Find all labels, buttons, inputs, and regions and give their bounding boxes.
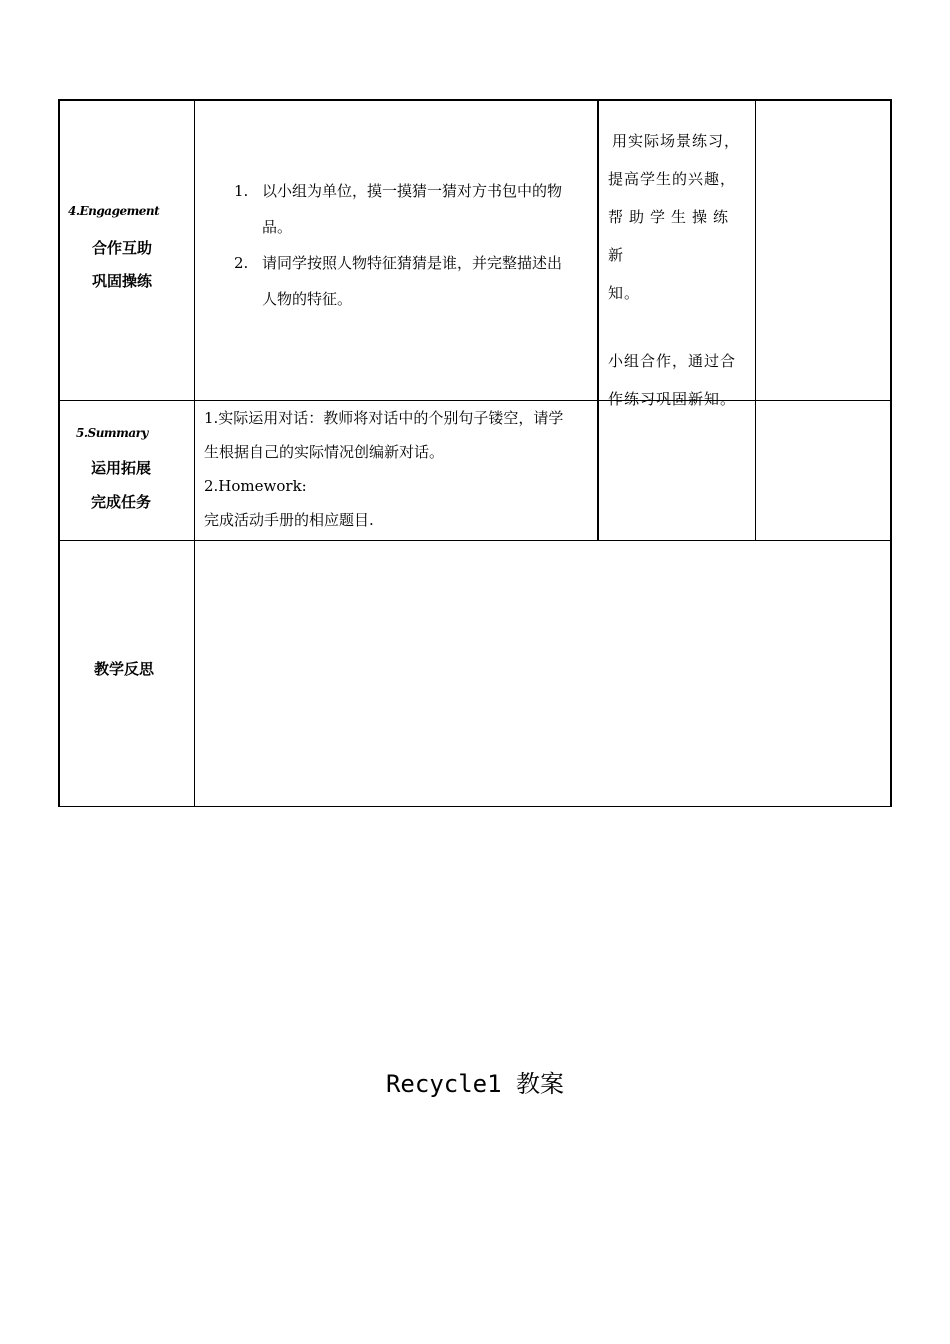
purpose-text: 提高学生的兴趣， (608, 170, 737, 188)
stage-chinese-label: 运用拓展 (91, 459, 152, 477)
row-divider (58, 540, 892, 541)
stage-cell (76, 421, 192, 519)
list-text: 以小组为单位，摸一摸猜一猜对方书包中的物 (262, 182, 563, 200)
column-divider (597, 99, 599, 541)
homework-text: 完成活动手册的相应题目. (204, 511, 374, 529)
lesson-plan-table (58, 99, 892, 807)
list-item (198, 245, 594, 281)
table-border-right (890, 99, 892, 807)
list-item (198, 209, 594, 245)
list-item (198, 281, 594, 317)
table-border-top (58, 99, 892, 101)
list-number: 1. (234, 182, 249, 200)
list-text: 请同学按照人物特征猜猜是谁，并完整描述出 (262, 254, 563, 272)
list-text: 品。 (262, 218, 293, 236)
stage-chinese-label: 完成任务 (91, 493, 152, 511)
column-divider (755, 99, 756, 541)
summary-text: 1.实际运用对话：教师将对话中的个别句子镂空，请学 (204, 409, 564, 427)
activity-list (198, 173, 594, 317)
purpose-cell (608, 122, 754, 418)
stage-english-label: 5.Summary (76, 426, 148, 440)
list-text: 人物的特征。 (262, 290, 353, 308)
stage-chinese-label: 合作互助 (92, 239, 153, 257)
stage-english-label: 4.Engagement (68, 204, 160, 218)
purpose-text: 作练习巩固新知。 (608, 390, 737, 408)
column-divider (194, 99, 195, 807)
table-border-left (58, 99, 60, 807)
purpose-text: 帮助学生操练新 (608, 208, 735, 264)
purpose-text: 知。 (608, 284, 641, 302)
list-number: 2. (234, 254, 249, 272)
summary-text: 生根据自己的实际情况创编新对话。 (204, 443, 445, 461)
purpose-text: 用实际场景练习， (612, 132, 741, 150)
activity-cell (198, 173, 594, 317)
homework-label: 2.Homework: (204, 477, 307, 495)
stage-chinese-label: 巩固操练 (92, 272, 153, 290)
table-border-bottom (58, 806, 892, 807)
purpose-text: 小组合作，通过合 (608, 352, 737, 370)
stage-cell (68, 199, 192, 297)
document-title: Recycle1 教案 (385, 1070, 565, 1098)
summary-content-cell (204, 401, 596, 537)
list-item (198, 173, 594, 209)
reflection-label: 教学反思 (94, 660, 155, 678)
